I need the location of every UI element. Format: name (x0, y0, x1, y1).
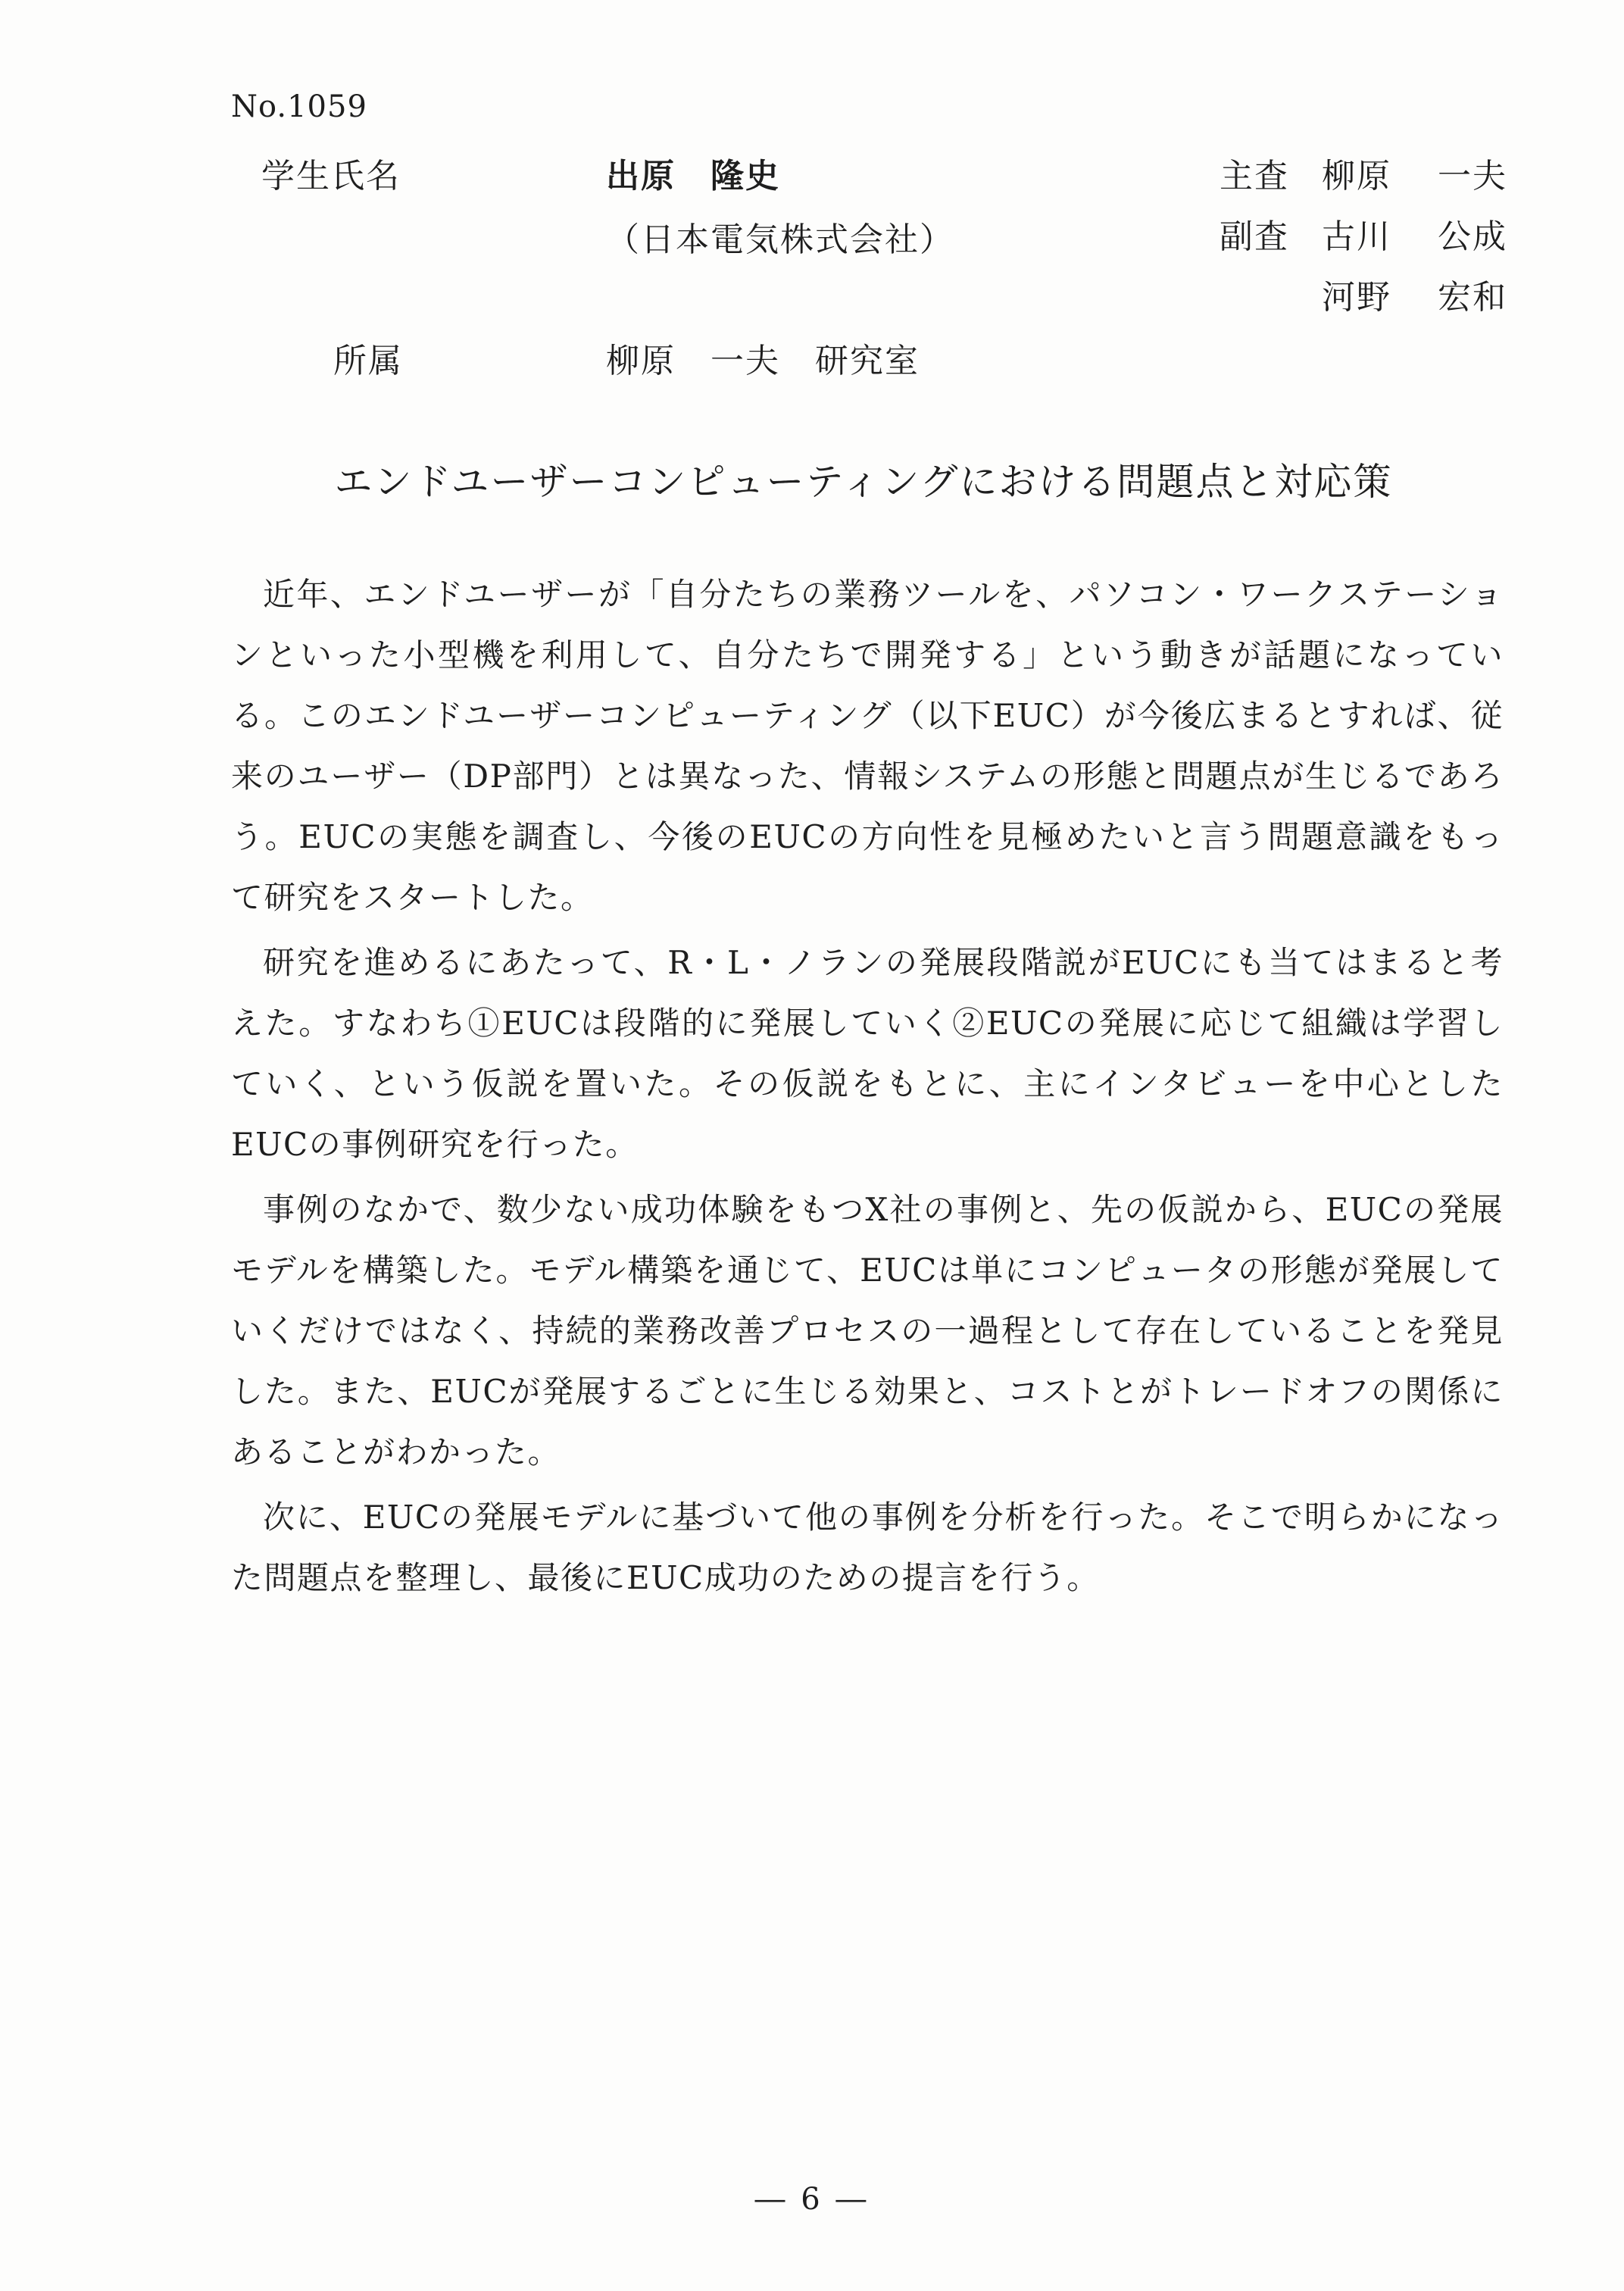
examiner-row-sub-2 (1220, 270, 1507, 330)
examiner-name (1322, 148, 1507, 197)
affiliation-value: 柳原 一夫 研究室 (606, 342, 920, 380)
affiliation-label: 所属 (333, 342, 403, 380)
examiner-given-name: 公成 (1438, 217, 1507, 256)
document-number: No.1059 (231, 89, 367, 124)
student-name-label: 学生氏名 (261, 157, 401, 195)
document-title: エンドユーザーコンピューティングにおける問題点と対応策 (334, 460, 1393, 504)
examiner-name (1322, 209, 1507, 258)
examiner-row-sub-1 (1220, 209, 1507, 270)
examiner-role: 副査 (1220, 217, 1289, 256)
examiners-block (1220, 148, 1507, 330)
paragraph: 近年、エンドユーザーが「自分たちの業務ツールを、パソコン・ワークステーションといった小型機を利用して、自分たちで開発する」という動きが話題になっている。このエンドユーザーコンピューティング（以下EUC）が今後広まるとすれば、従来のユーザー（DP部門）とは異なった、情報システムの形態と問題点が生じるであろう。EUCの実態を調査し、今後のEUCの方向性を見極めたいと言う問題意識をもって研究をスタートした。 (231, 576, 1504, 916)
examiner-row-chief (1220, 148, 1507, 209)
page-number: ― 6 ― (754, 2182, 870, 2217)
examiner-surname: 柳原 (1322, 157, 1391, 195)
examiner-surname: 古川 (1322, 217, 1391, 256)
examiner-name (1322, 270, 1507, 318)
paragraph: 次に、EUCの発展モデルに基づいて他の事例を分析を行った。そこで明らかになった問題点を整理し、最後にEUC成功のための提言を行う。 (231, 1499, 1504, 1596)
examiner-given-name: 一夫 (1438, 157, 1507, 195)
abstract-body (231, 564, 1504, 1613)
student-company: （日本電気株式会社） (606, 220, 954, 259)
paragraph: 事例のなかで、数少ない成功体験をもつX社の事例と、先の仮説から、EUCの発展モデルを構築した。モデル構築を通じて、EUCは単にコンピュータの形態が発展していくだけではなく、持続的業務改善プロセスの一過程として存在していることを発見した。また、EUCが発展するごとに生じる効果と、コストとがトレードオフの関係にあることがわかった。 (231, 1191, 1504, 1471)
student-name: 出原 隆史 (606, 157, 780, 195)
paragraph: 研究を進めるにあたって、R・L・ノランの発展段階説がEUCにも当てはまると考えた。すなわち①EUCは段階的に発展していく②EUCの発展に応じて組織は学習していく、という仮説を置いた。その仮説をもとに、主にインタビューを中心としたEUCの事例研究を行った。 (231, 944, 1504, 1163)
examiner-role: 主査 (1220, 157, 1289, 195)
examiner-surname: 河野 (1322, 278, 1391, 317)
examiner-given-name: 宏和 (1438, 278, 1507, 317)
